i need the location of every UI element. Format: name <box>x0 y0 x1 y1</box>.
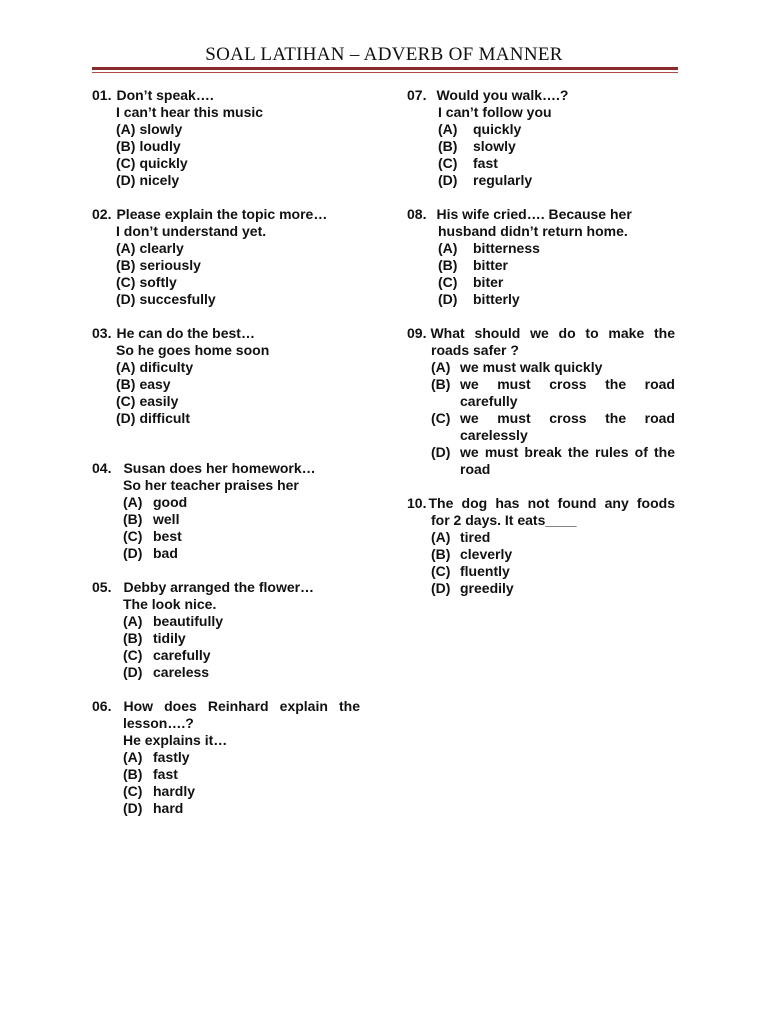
option-text: difficult <box>139 410 190 426</box>
title-divider <box>92 67 678 70</box>
option-text: best <box>153 528 182 544</box>
option-text: we must walk quickly <box>460 359 603 375</box>
question-number: 05. <box>92 579 112 595</box>
option-d[interactable] <box>92 800 360 817</box>
question-text: He explains it… <box>123 732 228 748</box>
option-letter: (D) <box>123 545 143 561</box>
question-10 <box>407 495 675 597</box>
option-text: tidily <box>153 630 186 646</box>
option-c[interactable] <box>407 410 675 427</box>
option-letter: (B) <box>438 257 458 273</box>
option-text: we must cross the road <box>460 410 675 426</box>
question-text: His wife cried…. Because her <box>436 206 632 222</box>
option-letter: (D) <box>116 410 136 426</box>
right-column <box>407 87 675 597</box>
option-letter: (D) <box>123 664 143 680</box>
question-number: 01. <box>92 87 112 103</box>
option-c[interactable] <box>92 647 360 664</box>
question-05 <box>92 579 360 681</box>
option-text: loudly <box>139 138 181 154</box>
option-letter: (A) <box>116 359 136 375</box>
option-text: clearly <box>139 240 184 256</box>
option-a[interactable] <box>407 529 675 546</box>
option-b[interactable] <box>407 546 675 563</box>
question-text: The dog has not found any foods <box>428 495 675 511</box>
option-a[interactable] <box>407 240 675 257</box>
option-b[interactable] <box>92 376 360 393</box>
option-letter: (D) <box>438 291 458 307</box>
option-text: hard <box>153 800 184 816</box>
option-text: fluently <box>460 563 510 579</box>
option-letter: (B) <box>431 376 451 392</box>
option-b[interactable] <box>92 257 360 274</box>
option-a[interactable] <box>92 494 360 511</box>
question-01 <box>92 87 360 189</box>
option-text: beautifully <box>153 613 224 629</box>
option-text: succesfully <box>139 291 216 307</box>
option-letter: (B) <box>116 257 136 273</box>
option-letter: (B) <box>116 376 136 392</box>
option-a[interactable] <box>92 613 360 630</box>
option-d[interactable] <box>92 291 360 308</box>
question-text: So her teacher praises her <box>123 477 299 493</box>
option-c[interactable] <box>407 563 675 580</box>
left-column <box>92 87 360 817</box>
option-text: quickly <box>139 155 188 171</box>
option-text: bad <box>153 545 178 561</box>
question-03 <box>92 325 360 427</box>
option-c[interactable] <box>92 528 360 545</box>
option-letter: (D) <box>431 580 451 596</box>
option-letter: (B) <box>431 546 451 562</box>
page-title: SOAL LATIHAN – ADVERB OF MANNER <box>205 44 563 65</box>
option-c[interactable] <box>407 155 675 172</box>
option-letter: (C) <box>123 647 143 663</box>
option-d[interactable] <box>407 580 675 597</box>
option-letter: (C) <box>431 563 451 579</box>
option-text: slowly <box>139 121 183 137</box>
option-letter: (A) <box>123 613 143 629</box>
question-number: 10. <box>407 495 427 511</box>
option-text: easy <box>139 376 171 392</box>
question-text: Susan does her homework… <box>123 460 316 476</box>
option-c[interactable] <box>92 274 360 291</box>
option-letter: (C) <box>123 528 143 544</box>
question-text: The look nice. <box>123 596 217 612</box>
option-letter: (D) <box>116 291 136 307</box>
option-d[interactable] <box>407 291 675 308</box>
option-letter: (D) <box>123 800 143 816</box>
option-b[interactable] <box>92 138 360 155</box>
question-text: So he goes home soon <box>116 342 270 358</box>
option-a[interactable] <box>407 121 675 138</box>
option-c[interactable] <box>92 783 360 800</box>
option-c[interactable] <box>92 155 360 172</box>
option-letter: (D) <box>431 444 451 460</box>
question-number: 04. <box>92 460 112 476</box>
option-letter: (C) <box>116 274 136 290</box>
option-a[interactable] <box>92 240 360 257</box>
option-d[interactable] <box>92 410 360 427</box>
question-number: 06. <box>92 698 112 714</box>
option-text: fastly <box>153 749 190 765</box>
question-07 <box>407 87 675 189</box>
option-letter: (B) <box>116 138 136 154</box>
option-text: seriously <box>139 257 201 273</box>
question-number: 07. <box>407 87 427 103</box>
question-text: He can do the best… <box>116 325 255 341</box>
option-letter: (D) <box>116 172 136 188</box>
option-text-continued: carefully <box>460 393 518 409</box>
option-letter: (A) <box>116 240 136 256</box>
question-text: What should we do to make the <box>430 325 675 341</box>
option-c[interactable] <box>92 393 360 410</box>
option-letter: (D) <box>438 172 458 188</box>
option-text: quickly <box>473 121 522 137</box>
question-text: Would you walk….? <box>436 87 569 103</box>
question-02 <box>92 206 360 308</box>
option-text: we must break the rules of the <box>460 444 675 460</box>
option-text: easily <box>139 393 179 409</box>
option-d[interactable] <box>92 664 360 681</box>
option-a[interactable] <box>92 749 360 766</box>
option-letter: (C) <box>431 410 451 426</box>
question-text: I can’t hear this music <box>116 104 264 120</box>
option-a[interactable] <box>92 359 360 376</box>
option-text: we must cross the road <box>460 376 675 392</box>
option-letter: (A) <box>431 359 451 375</box>
option-b[interactable] <box>92 766 360 783</box>
option-text: dificulty <box>139 359 194 375</box>
option-text: nicely <box>139 172 180 188</box>
option-text: cleverly <box>460 546 513 562</box>
option-letter: (C) <box>438 155 458 171</box>
question-04 <box>92 460 360 562</box>
option-text: bitter <box>473 257 508 273</box>
option-text: softly <box>139 274 177 290</box>
option-letter: (B) <box>438 138 458 154</box>
question-text: Debby arranged the flower… <box>123 579 315 595</box>
option-b[interactable] <box>407 138 675 155</box>
question-text: Please explain the topic more… <box>116 206 328 222</box>
option-letter: (A) <box>438 121 458 137</box>
question-number: 08. <box>407 206 427 222</box>
question-text: Don’t speak…. <box>116 87 214 103</box>
option-text: hardly <box>153 783 196 799</box>
question-09 <box>407 325 675 478</box>
option-text-continued: carelessly <box>460 427 528 443</box>
option-d[interactable] <box>407 172 675 189</box>
option-letter: (A) <box>123 494 143 510</box>
option-letter: (A) <box>123 749 143 765</box>
question-text: I don’t understand yet. <box>116 223 267 239</box>
option-letter: (C) <box>438 274 458 290</box>
question-number: 03. <box>92 325 112 341</box>
question-06 <box>92 698 360 817</box>
option-d[interactable] <box>92 172 360 189</box>
option-text: fast <box>153 766 178 782</box>
question-number: 02. <box>92 206 112 222</box>
question-text: lesson….? <box>123 715 194 731</box>
option-letter: (C) <box>123 783 143 799</box>
option-text: carefully <box>153 647 211 663</box>
option-c[interactable] <box>407 274 675 291</box>
question-text: for 2 days. It eats____ <box>431 512 577 528</box>
question-text: roads safer ? <box>431 342 519 358</box>
option-d[interactable] <box>407 444 675 461</box>
option-b[interactable] <box>92 630 360 647</box>
option-letter: (C) <box>116 393 136 409</box>
option-text: fast <box>473 155 498 171</box>
question-text: husband didn’t return home. <box>438 223 628 239</box>
option-text: regularly <box>473 172 533 188</box>
option-b[interactable] <box>407 376 675 393</box>
option-b[interactable] <box>407 257 675 274</box>
option-d[interactable] <box>92 545 360 562</box>
option-letter: (B) <box>123 511 143 527</box>
question-text: How does Reinhard explain the <box>123 698 360 714</box>
option-text: slowly <box>473 138 516 154</box>
option-text: well <box>153 511 180 527</box>
question-number: 09. <box>407 325 427 341</box>
title-divider-thin <box>92 72 678 73</box>
option-text: biter <box>473 274 504 290</box>
option-text: greedily <box>460 580 514 596</box>
option-letter: (C) <box>116 155 136 171</box>
option-a[interactable] <box>407 359 675 376</box>
option-text: good <box>153 494 188 510</box>
option-text-continued: road <box>460 461 491 477</box>
question-text: I can’t follow you <box>438 104 552 120</box>
option-letter: (A) <box>438 240 458 256</box>
option-text: tired <box>460 529 491 545</box>
option-text: bitterness <box>473 240 540 256</box>
question-08 <box>407 206 675 308</box>
option-text: careless <box>153 664 210 680</box>
option-letter: (A) <box>431 529 451 545</box>
option-letter: (B) <box>123 630 143 646</box>
option-letter: (B) <box>123 766 143 782</box>
option-text: bitterly <box>473 291 520 307</box>
option-b[interactable] <box>92 511 360 528</box>
option-letter: (A) <box>116 121 136 137</box>
option-a[interactable] <box>92 121 360 138</box>
